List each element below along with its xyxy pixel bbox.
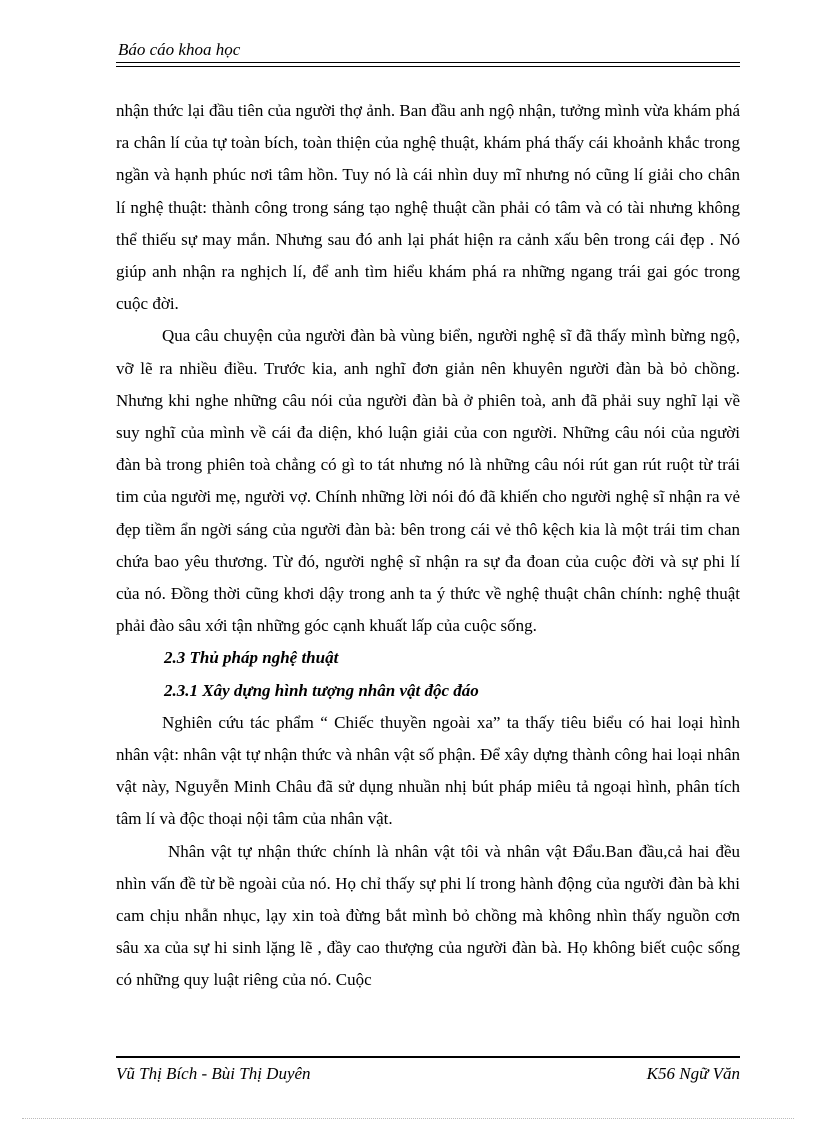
page-bottom-edge	[22, 1118, 794, 1119]
section-heading-2-3-1: 2.3.1 Xây dựng hình tượng nhân vật độc đáo	[164, 680, 479, 700]
paragraph-3: Nghiên cứu tác phẩm “ Chiếc thuyền ngoài xa” ta thấy tiêu biểu có hai loại hình nhân vật: nhân vật tự nhận thức và nhân vật số phận. Để xây dựng thành công hai loại nhân vật này, Nguyễn Minh Châu đã sử dụng nhuần nhị bút pháp miêu tả ngoại hình, phân tích tâm lí và độc thoại nội tâm của nhân vật.	[116, 712, 740, 829]
paragraph-2: Qua câu chuyện của người đàn bà vùng biển, người nghệ sĩ đã thấy mình bừng ngộ, vỡ lẽ ra nhiều điều. Trước kia, anh nghĩ đơn giản nên khuyên người đàn bà bỏ chồng. Nhưng khi nghe những câu nói của người đàn bà ở phiên toà, anh đã phải suy nghĩ lại về suy nghĩ của mình về cái đa diện, khó luận giải của con người. Những câu nói của người đàn bà trong phiên toà chẳng có gì to tát nhưng nó là những câu nói rút gan rút ruột từ trái tim của người mẹ, người vợ. Chính những lời nói đó đã khiến cho người nghệ sĩ nhận ra vẻ đẹp tiềm ẩn ngời sáng của người đàn bà: bên trong cái vẻ thô kệch kia là một trái tim chan chứa bao yêu thương. Từ đó, người nghệ sĩ nhận ra sự đa đoan của cuộc đời và sự phi lí của nó. Đồng thời cũng khơi dậy trong anh ta ý thức về nghệ thuật chân chính: nghệ thuật phải đào sâu xới tận những góc cạnh khuất lấp của cuộc sống.	[116, 326, 740, 636]
page-footer	[116, 1056, 740, 1086]
document-body	[116, 95, 740, 997]
header-divider	[116, 62, 740, 67]
footer-class: K56 Ngữ Văn	[646, 1064, 740, 1083]
report-title: Báo cáo khoa học	[118, 40, 241, 59]
page-header	[116, 40, 740, 67]
section-heading-2-3: 2.3 Thủ pháp nghệ thuật	[164, 648, 339, 668]
paragraph-1: nhận thức lại đầu tiên của người thợ ảnh. Ban đầu anh ngộ nhận, tưởng mình vừa khám phá ra chân lí của tự toàn bích, toàn thiện của nghệ thuật, khám phá thấy cái khoảnh khắc trong ngần và hạnh phúc nơi tâm hồn. Tuy nó là cái nhìn duy mĩ nhưng nó cũng lí giải cho chân lí nghệ thuật: thành công trong sáng tạo nghệ thuật cần phải có tâm và có tài nhưng không thể thiếu sự may mắn. Nhưng sau đó anh lại phát hiện ra cảnh xấu bên trong cái đẹp . Nó giúp anh nhận ra nghịch lí, để anh tìm hiểu khám phá ra những ngang trái gai góc trong cuộc đời.	[116, 101, 740, 314]
footer-authors: Vũ Thị Bích - Bùi Thị Duyên	[116, 1064, 311, 1083]
paragraph-4: Nhân vật tự nhận thức chính là nhân vật tôi và nhân vật Đẩu.Ban đầu,cả hai đều nhìn vấn đề từ bề ngoài của nó. Họ chỉ thấy sự phi lí trong hành động của người đàn bà khi cam chịu nhẫn nhục, lạy xin toà đừng bắt mình bỏ chồng mà không nhìn thấy nguồn cơn sâu xa của sự hi sinh lặng lẽ , đầy cao thượng của người đàn bà. Họ không biết cuộc sống có những quy luật riêng của nó. Cuộc	[116, 841, 740, 990]
